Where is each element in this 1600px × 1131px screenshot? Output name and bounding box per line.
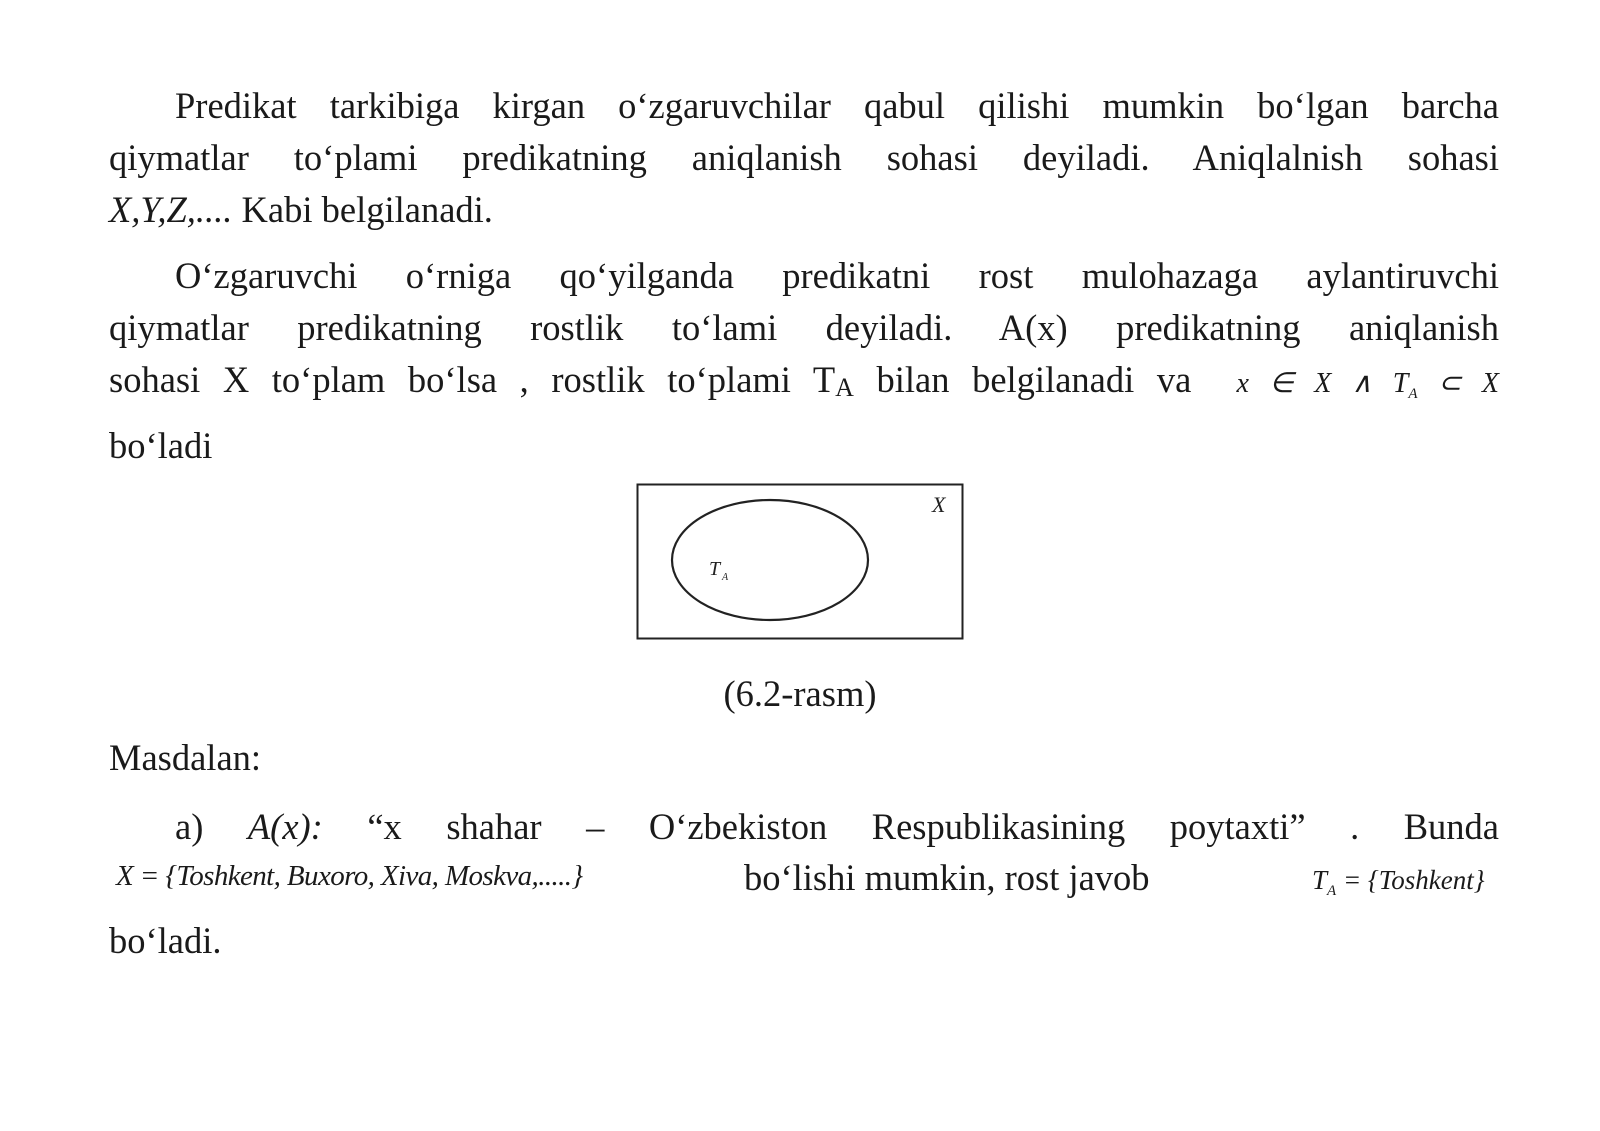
- subset-ta-ellipse: [672, 500, 868, 620]
- formula-part-a: x ∈ X ∧ T: [1236, 368, 1409, 399]
- answer-set: = {Toshkent}: [1336, 865, 1485, 895]
- formula-subscript: A: [1408, 386, 1418, 402]
- set-x-label: X: [932, 492, 946, 517]
- p1-line-2: qiymatlar to‘plami predikatning aniqlanish sohasi deyiladi. Aniqlalnish sohasi: [109, 137, 1499, 178]
- p1-line-3: [109, 184, 1499, 236]
- p1-line-3-text: Kabi belgilanadi.: [232, 189, 493, 230]
- example-heading: Masdalan:: [109, 737, 262, 778]
- paragraph-definition-domain: [109, 80, 1499, 236]
- formula-part-b: ⊂ X: [1417, 368, 1499, 399]
- p2-line-3-text-a: sohasi X to‘plam bo‘lsa , rostlik to‘plami T: [109, 359, 836, 400]
- inclusion-formula: [1236, 368, 1499, 402]
- answer-T: T: [1312, 865, 1328, 895]
- example-a-prefix: a): [175, 806, 248, 847]
- example-a-predicate: A(x):: [247, 806, 323, 847]
- example-a-statement: “x shahar – O‘zbekiston Respublikasining poytaxti” . Bunda: [322, 806, 1500, 847]
- subset-ta-label: T: [709, 558, 721, 580]
- example-a-line-1: [109, 801, 1499, 853]
- example-a-middle-text: bo‘lishi mumkin, rost javob: [744, 857, 1150, 898]
- p2-line-3: [109, 354, 1499, 420]
- domain-symbols: X,Y,Z,....: [109, 189, 233, 230]
- p1-line-1: Predikat tarkibiga kirgan o‘zgaruvchilar qabul qilishi mumkin bo‘lgan barcha: [175, 85, 1499, 126]
- venn-diagram: [636, 483, 964, 640]
- answer-subscript: A: [1327, 883, 1337, 899]
- truth-set-subscript: A: [835, 373, 854, 402]
- answer-formula: [1312, 865, 1485, 900]
- set-x-rectangle: [638, 485, 963, 639]
- paragraph-definition-truth-set: [109, 250, 1499, 472]
- figure-caption: (6.2-rasm): [723, 673, 877, 714]
- set-x-formula: X = {Toshkent, Buxoro, Xiva, Moskva,.....}: [116, 860, 583, 892]
- example-a-last-line: bo‘ladi.: [109, 920, 222, 961]
- p2-line-1: O‘zgaruvchi o‘rniga qo‘yilganda predikatni rost mulohazaga aylantiruvchi: [175, 255, 1499, 296]
- example-a: [109, 801, 1499, 853]
- subset-ta-subscript: A: [722, 572, 729, 583]
- p2-line-3-text-b: bilan belgilanadi va: [853, 359, 1192, 400]
- p2-line-4: bo‘ladi: [109, 425, 213, 466]
- p2-line-2: qiymatlar predikatning rostlik to‘lami deyiladi. A(x) predikatning aniqlanish: [109, 307, 1499, 348]
